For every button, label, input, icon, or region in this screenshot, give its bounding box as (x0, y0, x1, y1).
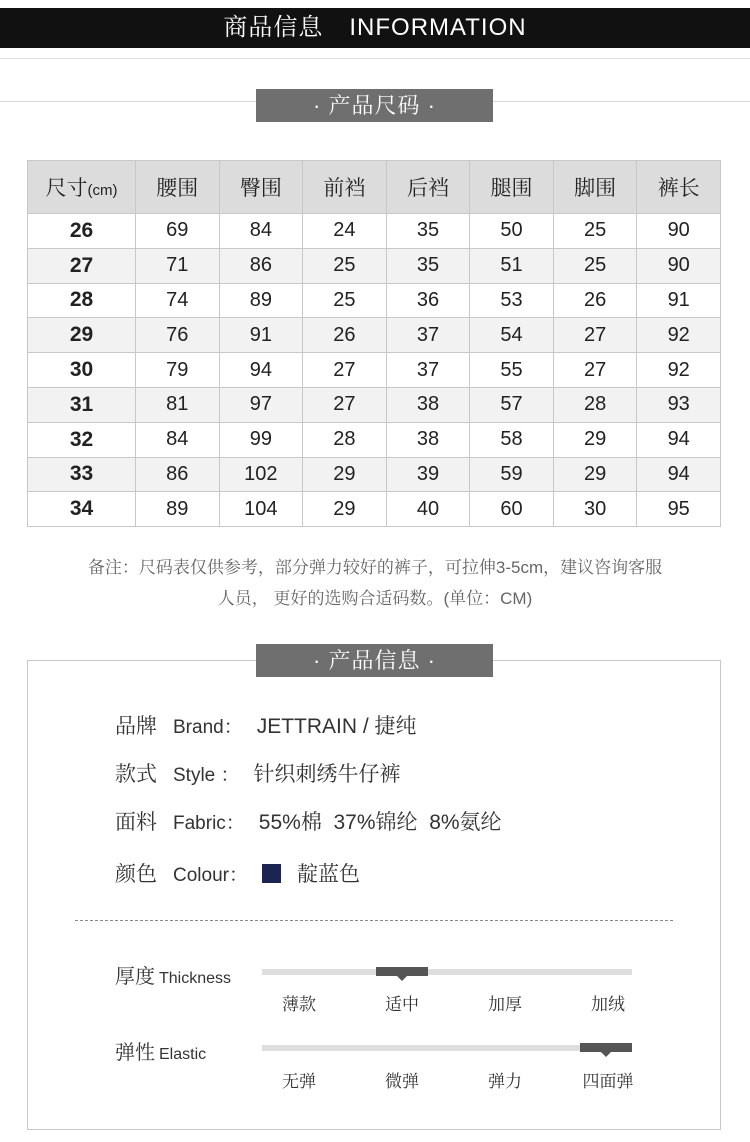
elastic-title (115, 1036, 206, 1065)
measure-cell: 102 (219, 457, 303, 492)
measure-cell: 84 (136, 422, 220, 457)
table-row (28, 387, 721, 422)
size-note-line1: 备注：尺码表仅供参考，部分弹力较好的裤子，可拉伸3-5cm，建议咨询客服 (87, 558, 663, 577)
table-row (28, 353, 721, 388)
thickness-option: 适中 (385, 995, 419, 1014)
table-row (28, 283, 721, 318)
colour-value: 靛蓝色 (296, 863, 360, 886)
measure-cell: 86 (219, 248, 303, 283)
thickness-label-en: Thickness (159, 970, 232, 987)
table-row (28, 457, 721, 492)
size-cell: 27 (28, 248, 136, 283)
elastic-option: 无弹 (282, 1072, 316, 1091)
thickness-option: 薄款 (282, 995, 316, 1014)
header-bar (0, 8, 750, 48)
size-table-header (28, 161, 721, 214)
measure-cell: 92 (637, 318, 721, 353)
measure-cell: 91 (219, 318, 303, 353)
measure-cell: 95 (637, 492, 721, 527)
measure-cell: 76 (136, 318, 220, 353)
measure-cell: 89 (136, 492, 220, 527)
measure-cell: 25 (553, 214, 637, 249)
measure-cell: 90 (637, 248, 721, 283)
measure-cell: 27 (303, 353, 387, 388)
measure-cell: 55 (470, 353, 554, 388)
size-header-cell: 后裆 (386, 161, 470, 214)
size-cell: 29 (28, 318, 136, 353)
measure-cell: 94 (637, 422, 721, 457)
fabric-value: 55%棉 37%锦纶 8%氨纶 (258, 811, 502, 834)
size-header-cell: 尺寸(cm) (28, 161, 136, 214)
size-header-cell: 臀围 (219, 161, 303, 214)
measure-cell: 53 (470, 283, 554, 318)
header-title-en: INFORMATION (349, 14, 527, 41)
measure-cell: 35 (386, 248, 470, 283)
header-title-cn: 商品信息 (223, 14, 324, 41)
size-table (27, 160, 721, 527)
size-cell: 33 (28, 457, 136, 492)
measure-cell: 50 (470, 214, 554, 249)
measure-cell: 27 (553, 318, 637, 353)
measure-cell: 59 (470, 457, 554, 492)
measure-cell: 29 (553, 457, 637, 492)
measure-cell: 38 (386, 387, 470, 422)
table-row (28, 492, 721, 527)
size-section-tab: · 产品尺码 · (256, 89, 493, 122)
header-divider (0, 58, 750, 59)
size-header-cell: 裤长 (637, 161, 721, 214)
style-value: 针织刺绣牛仔裤 (253, 763, 401, 786)
measure-cell: 29 (303, 492, 387, 527)
measure-cell: 26 (553, 283, 637, 318)
size-cell: 26 (28, 214, 136, 249)
thickness-indicator (376, 967, 428, 976)
measure-cell: 30 (553, 492, 637, 527)
colour-swatch (262, 864, 281, 883)
measure-cell: 81 (136, 387, 220, 422)
size-header-cell: 腰围 (136, 161, 220, 214)
measure-cell: 97 (219, 387, 303, 422)
table-row (28, 422, 721, 457)
measure-cell: 29 (553, 422, 637, 457)
measure-cell: 25 (303, 283, 387, 318)
elastic-option: 弹力 (488, 1072, 522, 1091)
measure-cell: 28 (553, 387, 637, 422)
brand-value: JETTRAIN / 捷纯 (256, 715, 417, 738)
brand-row (115, 710, 417, 740)
elastic-indicator (580, 1043, 632, 1052)
size-note-line2: 人员， 更好的选购合适码数。(单位：CM) (217, 589, 533, 608)
size-cell: 30 (28, 353, 136, 388)
measure-cell: 94 (219, 353, 303, 388)
measure-cell: 40 (386, 492, 470, 527)
size-note (30, 552, 720, 614)
measure-cell: 57 (470, 387, 554, 422)
thickness-option: 加绒 (591, 995, 625, 1014)
thickness-title (115, 960, 231, 989)
measure-cell: 38 (386, 422, 470, 457)
measure-cell: 60 (470, 492, 554, 527)
measure-cell: 36 (386, 283, 470, 318)
elastic-label-en: Elastic (159, 1046, 207, 1063)
elastic-scale-track (262, 1045, 632, 1051)
measure-cell: 71 (136, 248, 220, 283)
measure-cell: 27 (303, 387, 387, 422)
measure-cell: 37 (386, 353, 470, 388)
measure-cell: 84 (219, 214, 303, 249)
fabric-label-en: Fabric： (173, 813, 245, 834)
style-label-en: Style ： (173, 765, 240, 786)
size-cell: 28 (28, 283, 136, 318)
colour-label: 颜色 (115, 863, 157, 886)
measure-cell: 25 (553, 248, 637, 283)
fabric-row (115, 806, 502, 836)
measure-cell: 99 (219, 422, 303, 457)
measure-cell: 39 (386, 457, 470, 492)
measure-cell: 92 (637, 353, 721, 388)
table-row (28, 248, 721, 283)
measure-cell: 27 (553, 353, 637, 388)
style-label: 款式 (115, 763, 157, 786)
thickness-option: 加厚 (488, 995, 522, 1014)
measure-cell: 24 (303, 214, 387, 249)
measure-cell: 26 (303, 318, 387, 353)
size-cell: 34 (28, 492, 136, 527)
measure-cell: 25 (303, 248, 387, 283)
measure-cell: 51 (470, 248, 554, 283)
brand-label-en: Brand： (173, 717, 243, 738)
size-cell: 32 (28, 422, 136, 457)
measure-cell: 91 (637, 283, 721, 318)
measure-cell: 74 (136, 283, 220, 318)
size-header-cell: 脚围 (553, 161, 637, 214)
elastic-label: 弹性 (115, 1042, 155, 1064)
measure-cell: 58 (470, 422, 554, 457)
measure-cell: 86 (136, 457, 220, 492)
measure-cell: 94 (637, 457, 721, 492)
dashed-divider (75, 920, 673, 921)
thickness-scale-track (262, 969, 632, 975)
measure-cell: 29 (303, 457, 387, 492)
size-cell: 31 (28, 387, 136, 422)
measure-cell: 28 (303, 422, 387, 457)
measure-cell: 69 (136, 214, 220, 249)
colour-row (115, 858, 360, 888)
brand-label: 品牌 (115, 715, 157, 738)
elastic-option: 微弹 (385, 1072, 419, 1091)
thickness-label: 厚度 (115, 966, 155, 988)
measure-cell: 89 (219, 283, 303, 318)
measure-cell: 93 (637, 387, 721, 422)
elastic-option: 四面弹 (582, 1072, 634, 1091)
info-section-tab: · 产品信息 · (256, 644, 493, 677)
measure-cell: 37 (386, 318, 470, 353)
size-header-cell: 腿围 (470, 161, 554, 214)
table-row (28, 214, 721, 249)
fabric-label: 面料 (115, 811, 157, 834)
style-row (115, 758, 401, 788)
size-table-body (28, 214, 721, 527)
measure-cell: 54 (470, 318, 554, 353)
table-row (28, 318, 721, 353)
size-header-cell: 前裆 (303, 161, 387, 214)
colour-label-en: Colour： (173, 865, 248, 886)
measure-cell: 104 (219, 492, 303, 527)
measure-cell: 90 (637, 214, 721, 249)
measure-cell: 79 (136, 353, 220, 388)
measure-cell: 35 (386, 214, 470, 249)
